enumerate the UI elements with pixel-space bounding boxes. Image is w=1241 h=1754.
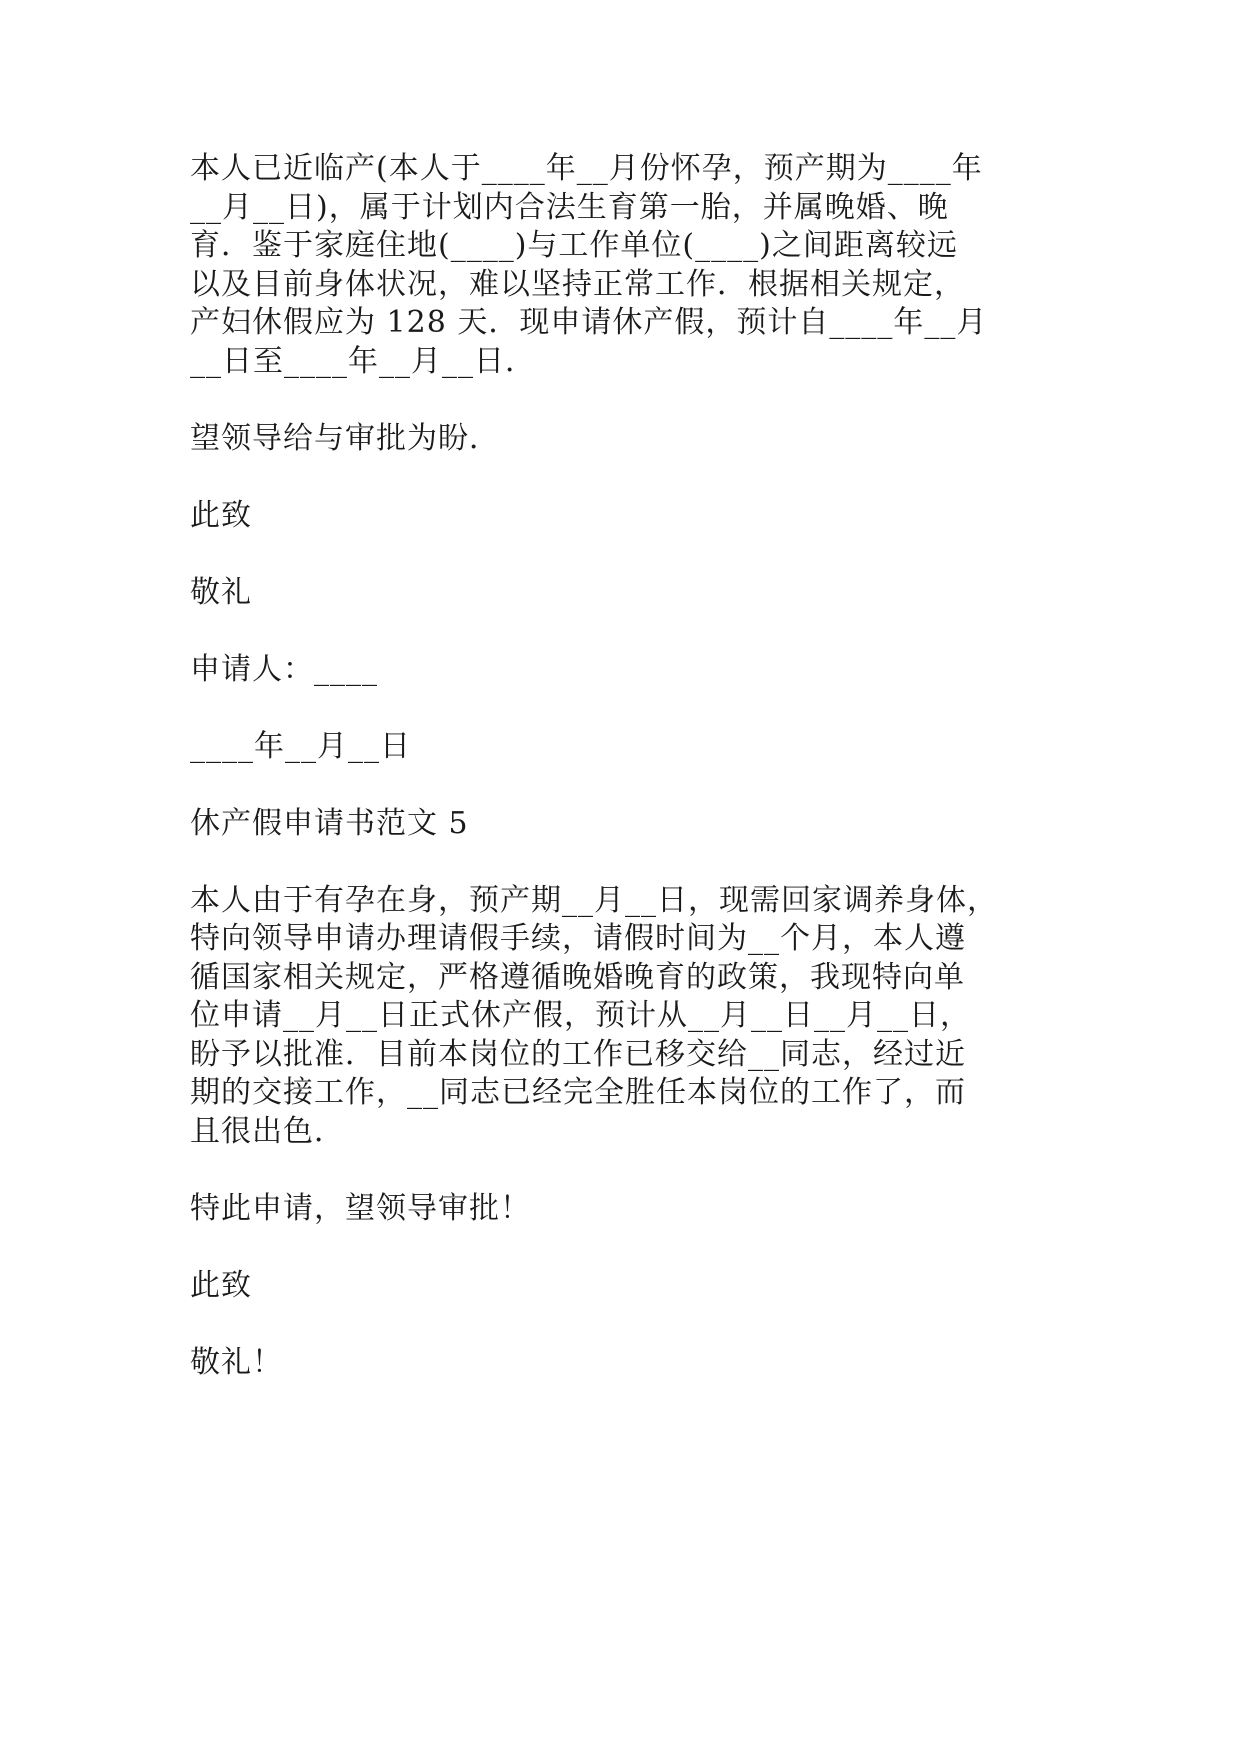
text-line: 望领导给与审批为盼．	[190, 420, 500, 456]
applicant-line	[190, 651, 1050, 690]
closing-salutation	[190, 497, 1050, 536]
text-line: 位申请__月__日正式休产假，预计从__月__日__月__日，	[190, 998, 971, 1033]
text-line: 本人已近临产(本人于____年__月份怀孕，预产期为____年	[190, 151, 983, 186]
text-line: 此致	[190, 497, 252, 533]
text-line: 特此申请，望领导审批！	[190, 1190, 531, 1226]
request-approval-line-2	[190, 1190, 1050, 1229]
request-approval-line	[190, 420, 1050, 459]
text-line: 且很出色．	[190, 1113, 345, 1149]
section-heading	[190, 805, 1050, 844]
date-line	[190, 728, 1050, 767]
text-line: 敬礼！	[190, 1344, 283, 1380]
text-line: __日至____年__月__日．	[190, 343, 536, 379]
text-line: 产妇休假应为 128 天．现申请休产假，预计自____年__月	[190, 305, 988, 340]
text-line: 以及目前身体状况，难以坚持正常工作．根据相关规定，	[190, 266, 965, 302]
closing-regards-2	[190, 1344, 1050, 1383]
closing-regards	[190, 574, 1050, 613]
text-line: __月__日)，属于计划内合法生育第一胎，并属晚婚、晚	[190, 189, 949, 225]
application-paragraph-2	[190, 882, 1050, 1152]
text-line: 育．鉴于家庭住地(____)与工作单位(____)之间距离较远	[190, 228, 958, 263]
text-line: 休产假申请书范文 5	[190, 805, 469, 841]
text-line: 本人由于有孕在身，预产期__月__日，现需回家调养身体，	[190, 882, 998, 918]
text-line: 盼予以批准．目前本岗位的工作已移交给__同志，经过近	[190, 1036, 966, 1072]
text-line: 此致	[190, 1267, 252, 1303]
document-body	[190, 150, 1050, 1421]
closing-salutation-2	[190, 1267, 1050, 1306]
text-line: 循国家相关规定，严格遵循晚婚晚育的政策，我现特向单	[190, 959, 965, 995]
text-line: ____年__月__日	[190, 728, 411, 764]
text-line: 特向领导申请办理请假手续，请假时间为__个月，本人遵	[190, 921, 966, 956]
text-line: 期的交接工作，__同志已经完全胜任本岗位的工作了，而	[190, 1075, 966, 1110]
text-line: 申请人：____	[190, 651, 378, 687]
text-line: 敬礼	[190, 574, 252, 610]
application-paragraph-1	[190, 150, 1050, 381]
